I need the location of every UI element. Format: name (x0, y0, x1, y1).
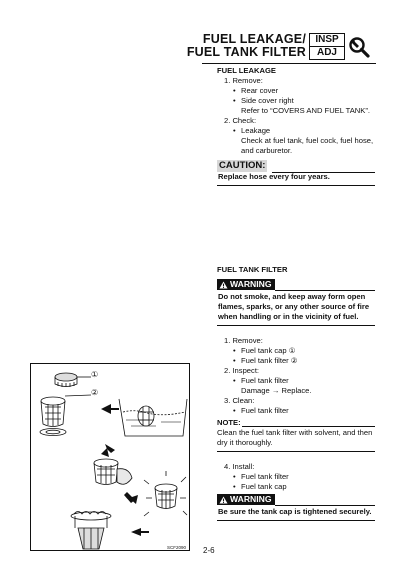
note-rule (242, 426, 375, 427)
warning-label-text: WARNING (230, 279, 272, 289)
warning-end-rule (217, 520, 375, 521)
caution-text: Replace hose every four years. (218, 172, 330, 181)
page-number: 2-6 (203, 546, 215, 555)
list-item: • Fuel tank filter (241, 472, 289, 483)
fuel-tank-filter-illustration (30, 363, 190, 551)
list-item: • Side cover right (241, 96, 294, 107)
note-text-line: Clean the fuel tank filter with solvent, and then (217, 428, 373, 437)
title-line-1: FUEL LEAKAGE/ (202, 32, 306, 46)
callout-1: ① (91, 370, 99, 379)
reference-text: Refer to “COVERS AND FUEL TANK”. (241, 106, 370, 115)
list-item: • Fuel tank cap ① (241, 346, 296, 357)
badge-bottom: ADJ (316, 47, 337, 58)
step-clean: 3. Clean: (224, 396, 255, 405)
list-item: • Fuel tank filter (241, 376, 289, 387)
step-remove: 1. Remove: (224, 76, 263, 85)
caution-label: CAUTION: (219, 160, 266, 171)
note-label: NOTE: (217, 418, 241, 427)
warning-end-rule (217, 325, 375, 326)
insp-adj-badge (309, 33, 345, 60)
title-line-2: FUEL TANK FILTER (186, 45, 306, 59)
warning-triangle-icon (219, 496, 228, 504)
warning-text-line: flames, sparks, or any other source of fire (218, 302, 370, 311)
filter-diagram (31, 364, 189, 550)
note-end-rule (217, 451, 375, 452)
warning-triangle-icon (219, 281, 228, 289)
check-detail-line: and carburetor. (241, 146, 293, 155)
header-rule (202, 63, 376, 64)
step-remove: 1. Remove: (224, 336, 263, 345)
section-heading-fuel-leakage: FUEL LEAKAGE (217, 66, 276, 75)
list-item: • Fuel tank filter ② (241, 356, 298, 367)
check-detail-line: Check at fuel tank, fuel cock, fuel hose, (241, 136, 374, 145)
list-item: • Rear cover (241, 86, 278, 97)
step-install: 4. Install: (224, 462, 255, 471)
warning-label (217, 494, 275, 505)
warning-text: Be sure the tank cap is tightened securely. (218, 507, 372, 516)
step-check: 2. Check: (224, 116, 257, 125)
warning-label-text: WARNING (230, 494, 272, 504)
inspect-detail: Damage → Replace. (241, 386, 312, 395)
figure-code: SCF2090 (167, 545, 187, 550)
warning-text-line: when handling or in the vicinity of fuel. (218, 312, 359, 321)
list-item: • Leakage (241, 126, 270, 137)
step-inspect: 2. Inspect: (224, 366, 260, 375)
callout-2: ② (91, 388, 99, 397)
wrench-magnifier-icon (347, 35, 371, 59)
list-item: • Fuel tank cap (241, 482, 287, 493)
warning-rule (275, 505, 375, 506)
warning-label (217, 279, 275, 290)
section-heading-fuel-tank-filter: FUEL TANK FILTER (217, 265, 288, 274)
warning-rule (275, 290, 375, 291)
caution-end-rule (217, 185, 375, 186)
page-title (187, 33, 306, 59)
note-text-line: dry it thoroughly. (217, 438, 273, 447)
list-item: • Fuel tank filter (241, 406, 289, 417)
warning-text-line: Do not smoke, and keep away form open (218, 292, 366, 301)
badge-top: INSP (310, 34, 344, 47)
